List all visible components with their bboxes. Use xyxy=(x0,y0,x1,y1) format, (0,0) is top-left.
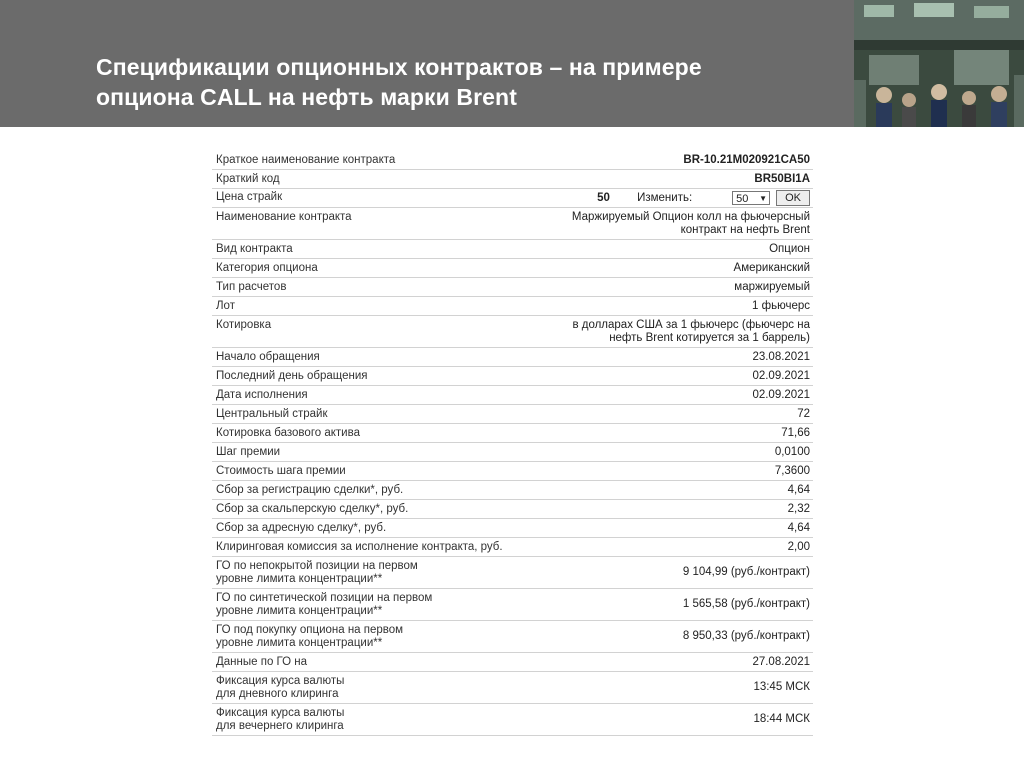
spec-label-line-1: Фиксация курса валюты xyxy=(216,675,345,687)
spec-row xyxy=(212,259,813,278)
strike-controls xyxy=(597,190,810,206)
spec-label: Сбор за скальперскую сделку*, руб. xyxy=(216,503,409,515)
spec-label-line-1: ГО по синтетической позиции на первом xyxy=(216,592,433,604)
spec-row-short-code xyxy=(212,170,813,189)
contract-spec-table xyxy=(212,151,813,736)
spec-row-strike xyxy=(212,189,813,208)
spec-row xyxy=(212,557,813,589)
spec-label-line-1: Фиксация курса валюты xyxy=(216,707,345,719)
spec-label: Вид контракта xyxy=(216,243,293,255)
spec-label xyxy=(216,591,432,618)
spec-value: 72 xyxy=(797,408,810,420)
spec-row xyxy=(212,316,813,348)
spec-label-line-1: ГО по непокрытой позиции на первом xyxy=(216,560,418,572)
spec-label: Наименование контракта xyxy=(216,211,352,223)
spec-value: Американский xyxy=(733,262,810,274)
spec-row xyxy=(212,519,813,538)
spec-row xyxy=(212,348,813,367)
spec-row xyxy=(212,208,813,240)
spec-value-line-2: нефть Brent котируется за 1 баррель) xyxy=(609,332,810,344)
spec-label: Краткий код xyxy=(216,173,280,185)
spec-value: 2,00 xyxy=(787,541,810,553)
spec-value-line-1: Маржируемый Опцион колл на фьючерсный xyxy=(571,211,810,223)
spec-row xyxy=(212,240,813,259)
spec-value xyxy=(572,318,810,345)
spec-row xyxy=(212,462,813,481)
spec-label xyxy=(216,623,403,650)
spec-row xyxy=(212,386,813,405)
title-line-2: опциона CALL на нефть марки Brent xyxy=(96,84,517,110)
spec-label: Клиринговая комиссия за исполнение контракта, руб. xyxy=(216,541,503,553)
ok-button[interactable]: OK xyxy=(776,190,810,206)
spec-label: Категория опциона xyxy=(216,262,318,274)
spec-row xyxy=(212,278,813,297)
spec-label-line-2: уровне лимита концентрации** xyxy=(216,573,383,585)
spec-label: Цена страйк xyxy=(216,191,283,203)
spec-value: 23.08.2021 xyxy=(752,351,810,363)
spec-label-line-2: уровне лимита концентрации** xyxy=(216,605,383,617)
spec-value: Опцион xyxy=(769,243,810,255)
spec-label: Начало обращения xyxy=(216,351,320,363)
spec-row xyxy=(212,481,813,500)
trading-floor-photo xyxy=(854,0,1024,127)
spec-label-line-2: для вечернего клиринга xyxy=(216,720,344,732)
spec-value: 4,64 xyxy=(787,484,810,496)
spec-label: Стоимость шага премии xyxy=(216,465,346,477)
spec-label-line-2: для дневного клиринга xyxy=(216,688,339,700)
spec-value xyxy=(572,210,810,237)
spec-row xyxy=(212,443,813,462)
spec-label: Центральный страйк xyxy=(216,408,328,420)
spec-value: 0,0100 xyxy=(774,446,810,458)
spec-value: 7,3600 xyxy=(774,465,810,477)
spec-label xyxy=(216,559,418,586)
spec-value-line-1: в долларах США за 1 фьючерс (фьючерс на xyxy=(572,319,810,331)
spec-label: Дата исполнения xyxy=(216,389,308,401)
spec-row-short-name xyxy=(212,151,813,170)
spec-value: 4,64 xyxy=(787,522,810,534)
spec-row xyxy=(212,653,813,672)
spec-label xyxy=(216,674,344,701)
spec-row xyxy=(212,500,813,519)
strike-value: 50 xyxy=(597,192,610,204)
spec-label: Данные по ГО на xyxy=(216,656,308,668)
spec-value: BR50BI1A xyxy=(754,173,810,185)
strike-select[interactable] xyxy=(732,191,770,205)
spec-label xyxy=(216,706,344,733)
strike-select-value: 50 xyxy=(736,193,749,205)
spec-value: 02.09.2021 xyxy=(752,370,810,382)
spec-row xyxy=(212,297,813,316)
spec-row xyxy=(212,367,813,386)
trading-floor-illustration xyxy=(854,0,1024,127)
spec-label: Сбор за регистрацию сделки*, руб. xyxy=(216,484,404,496)
change-label: Изменить: xyxy=(637,192,693,204)
slide-header xyxy=(0,0,1024,127)
spec-value: 2,32 xyxy=(787,503,810,515)
spec-label: Краткое наименование контракта xyxy=(216,154,396,166)
spec-row xyxy=(212,589,813,621)
spec-value-line-2: контракт на нефть Brent xyxy=(680,224,810,236)
spec-label: Котировка xyxy=(216,319,272,331)
spec-label: Сбор за адресную сделку*, руб. xyxy=(216,522,387,534)
spec-value: 02.09.2021 xyxy=(752,389,810,401)
spec-row xyxy=(212,621,813,653)
spec-value: BR-10.21M020921CA50 xyxy=(683,154,810,166)
spec-label: Шаг премии xyxy=(216,446,281,458)
spec-label-line-1: ГО под покупку опциона на первом xyxy=(216,624,404,636)
spec-row xyxy=(212,424,813,443)
spec-value: 18:44 МСК xyxy=(753,713,810,725)
spec-row xyxy=(212,704,813,736)
spec-value: маржируемый xyxy=(734,281,810,293)
spec-value: 27.08.2021 xyxy=(752,656,810,668)
spec-value: 13:45 МСК xyxy=(753,681,810,693)
spec-label: Лот xyxy=(216,300,235,312)
spec-value: 8 950,33 (руб./контракт) xyxy=(682,630,810,642)
chevron-down-icon: ▼ xyxy=(759,194,768,203)
spec-row xyxy=(212,672,813,704)
spec-value: 1 565,58 (руб./контракт) xyxy=(682,598,810,610)
spec-row xyxy=(212,405,813,424)
spec-value: 71,66 xyxy=(781,427,810,439)
spec-label: Тип расчетов xyxy=(216,281,287,293)
spec-label-line-2: уровне лимита концентрации** xyxy=(216,637,383,649)
spec-label: Последний день обращения xyxy=(216,370,368,382)
slide-title xyxy=(96,52,836,112)
title-line-1: Спецификации опционных контрактов – на примере xyxy=(96,54,702,80)
spec-label: Котировка базового актива xyxy=(216,427,360,439)
spec-value: 1 фьючерс xyxy=(752,300,810,312)
spec-value: 9 104,99 (руб./контракт) xyxy=(682,566,810,578)
spec-row xyxy=(212,538,813,557)
